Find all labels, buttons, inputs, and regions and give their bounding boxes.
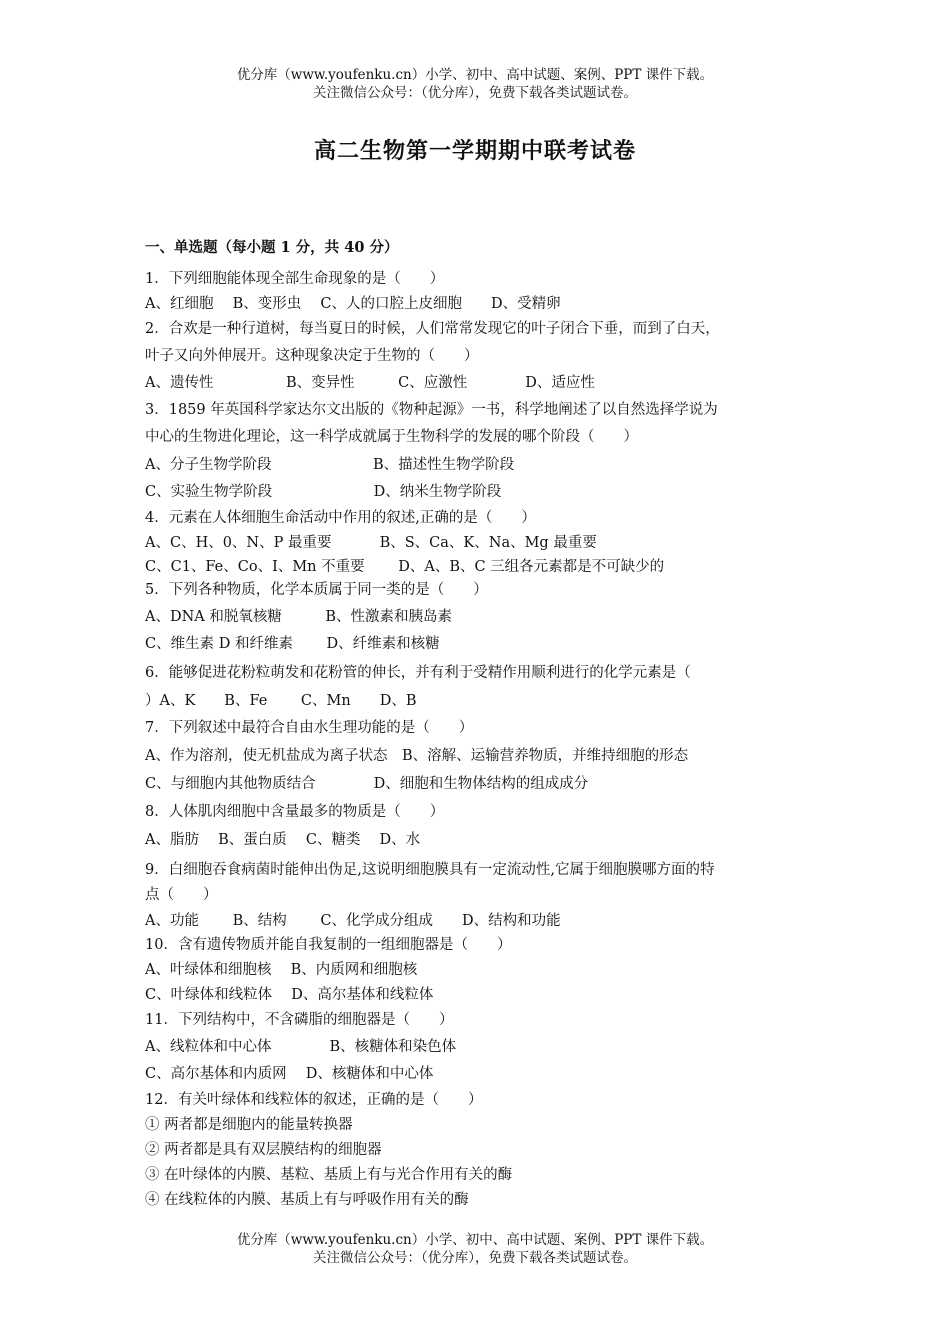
question-12: 12．有关叶绿体和线粒体的叙述，正确的是（ ）	[145, 1092, 483, 1108]
question-3: 3．1859 年英国科学家达尔文出版的《物种起源》一书，科学地阐述了以自然选择学说为	[145, 402, 718, 418]
header-line-1: 优分库（www.youfenku.cn）小学、初中、高中试题、案例、PPT 课件下载。	[236, 67, 714, 83]
question-12-statement-1: ① 两者都是细胞内的能量转换器	[145, 1117, 353, 1133]
question-7-options-ab: A、作为溶剂，使无机盐成为离子状态 B、溶解、运输营养物质，并维持细胞的形态	[145, 748, 689, 764]
question-7-options-cd: C、与细胞内其他物质结合 D、细胞和生物体结构的组成成分	[145, 776, 589, 792]
question-1: 1．下列细胞能体现全部生命现象的是（ ）	[145, 271, 445, 287]
question-12-statement-4: ④ 在线粒体的内膜、基质上有与呼吸作用有关的酶	[145, 1192, 469, 1208]
question-12-statement-2: ② 两者都是具有双层膜结构的细胞器	[145, 1142, 382, 1158]
page-header	[0, 66, 950, 102]
question-2-options: A、遗传性 B、变异性 C、应激性 D、适应性	[145, 375, 595, 391]
header-line-2: 关注微信公众号：（优分库），免费下载各类试题试卷。	[313, 85, 637, 101]
footer-line-2: 关注微信公众号：（优分库），免费下载各类试题试卷。	[313, 1250, 637, 1266]
question-2: 2．合欢是一种行道树，每当夏日的时候，人们常常发现它的叶子闭合下垂，而到了白天，	[145, 321, 720, 337]
question-10-options-ab: A、叶绿体和细胞核 B、内质网和细胞核	[145, 962, 418, 978]
question-2-cont: 叶子又向外伸展开。这种现象决定于生物的（ ）	[145, 348, 479, 364]
question-5: 5．下列各种物质，化学本质属于同一类的是（ ）	[145, 582, 488, 598]
question-11-options-cd: C、高尔基体和内质网 D、核糖体和中心体	[145, 1066, 434, 1082]
question-7: 7．下列叙述中最符合自由水生理功能的是（ ）	[145, 720, 474, 736]
question-4-options-ab: A、C、H、0、N、P 最重要 B、S、Ca、K、Na、Mg 最重要	[145, 535, 597, 551]
question-10: 10．含有遗传物质并能自我复制的一组细胞器是（ ）	[145, 937, 512, 953]
question-9-cont: 点（ ）	[145, 887, 218, 903]
question-8: 8．人体肌肉细胞中含量最多的物质是（ ）	[145, 804, 445, 820]
question-9-options: A、功能 B、结构 C、化学成分组成 D、结构和功能	[145, 913, 561, 929]
question-3-options-cd: C、实验生物学阶段 D、纳米生物学阶段	[145, 484, 502, 500]
question-12-statement-3: ③ 在叶绿体的内膜、基粒、基质上有与光合作用有关的酶	[145, 1167, 513, 1183]
question-6: 6．能够促进花粉粒萌发和花粉管的伸长，并有利于受精作用顺利进行的化学元素是（	[145, 665, 691, 681]
exam-title: 高二生物第一学期期中联考试卷	[313, 139, 636, 164]
question-5-options-ab: A、DNA 和脱氧核糖 B、性激素和胰岛素	[145, 609, 453, 625]
question-5-options-cd: C、维生素 D 和纤维素 D、纤维素和核糖	[145, 636, 440, 652]
question-10-options-cd: C、叶绿体和线粒体 D、高尔基体和线粒体	[145, 987, 434, 1003]
footer-line-1: 优分库（www.youfenku.cn）小学、初中、高中试题、案例、PPT 课件下载。	[236, 1232, 714, 1248]
question-1-options: A、红细胞 B、变形虫 C、人的口腔上皮细胞 D、受精卵	[145, 296, 561, 312]
question-6-options: ）A、K B、Fe C、Mn D、B	[145, 693, 417, 709]
question-3-options-ab: A、分子生物学阶段 B、描述性生物学阶段	[145, 457, 515, 473]
question-11-options-ab: A、线粒体和中心体 B、核糖体和染色体	[145, 1039, 457, 1055]
question-3-cont: 中心的生物进化理论，这一科学成就属于生物科学的发展的哪个阶段（ ）	[145, 429, 638, 445]
question-4-options-cd: C、C1、Fe、Co、I、Mn 不重要 D、A、B、C 三组各元素都是不可缺少的	[145, 559, 665, 575]
section-heading: 一、单选题（每小题 1 分，共 40 分）	[145, 239, 399, 256]
page-footer	[0, 1231, 950, 1267]
question-4: 4．元素在人体细胞生命活动中作用的叙述,正确的是（ ）	[145, 510, 536, 526]
question-11: 11．下列结构中，不含磷脂的细胞器是（ ）	[145, 1012, 454, 1028]
question-9: 9．白细胞吞食病菌时能伸出伪足,这说明细胞膜具有一定流动性,它属于细胞膜哪方面的特	[145, 862, 715, 878]
question-8-options: A、脂肪 B、蛋白质 C、糖类 D、水	[145, 832, 421, 848]
